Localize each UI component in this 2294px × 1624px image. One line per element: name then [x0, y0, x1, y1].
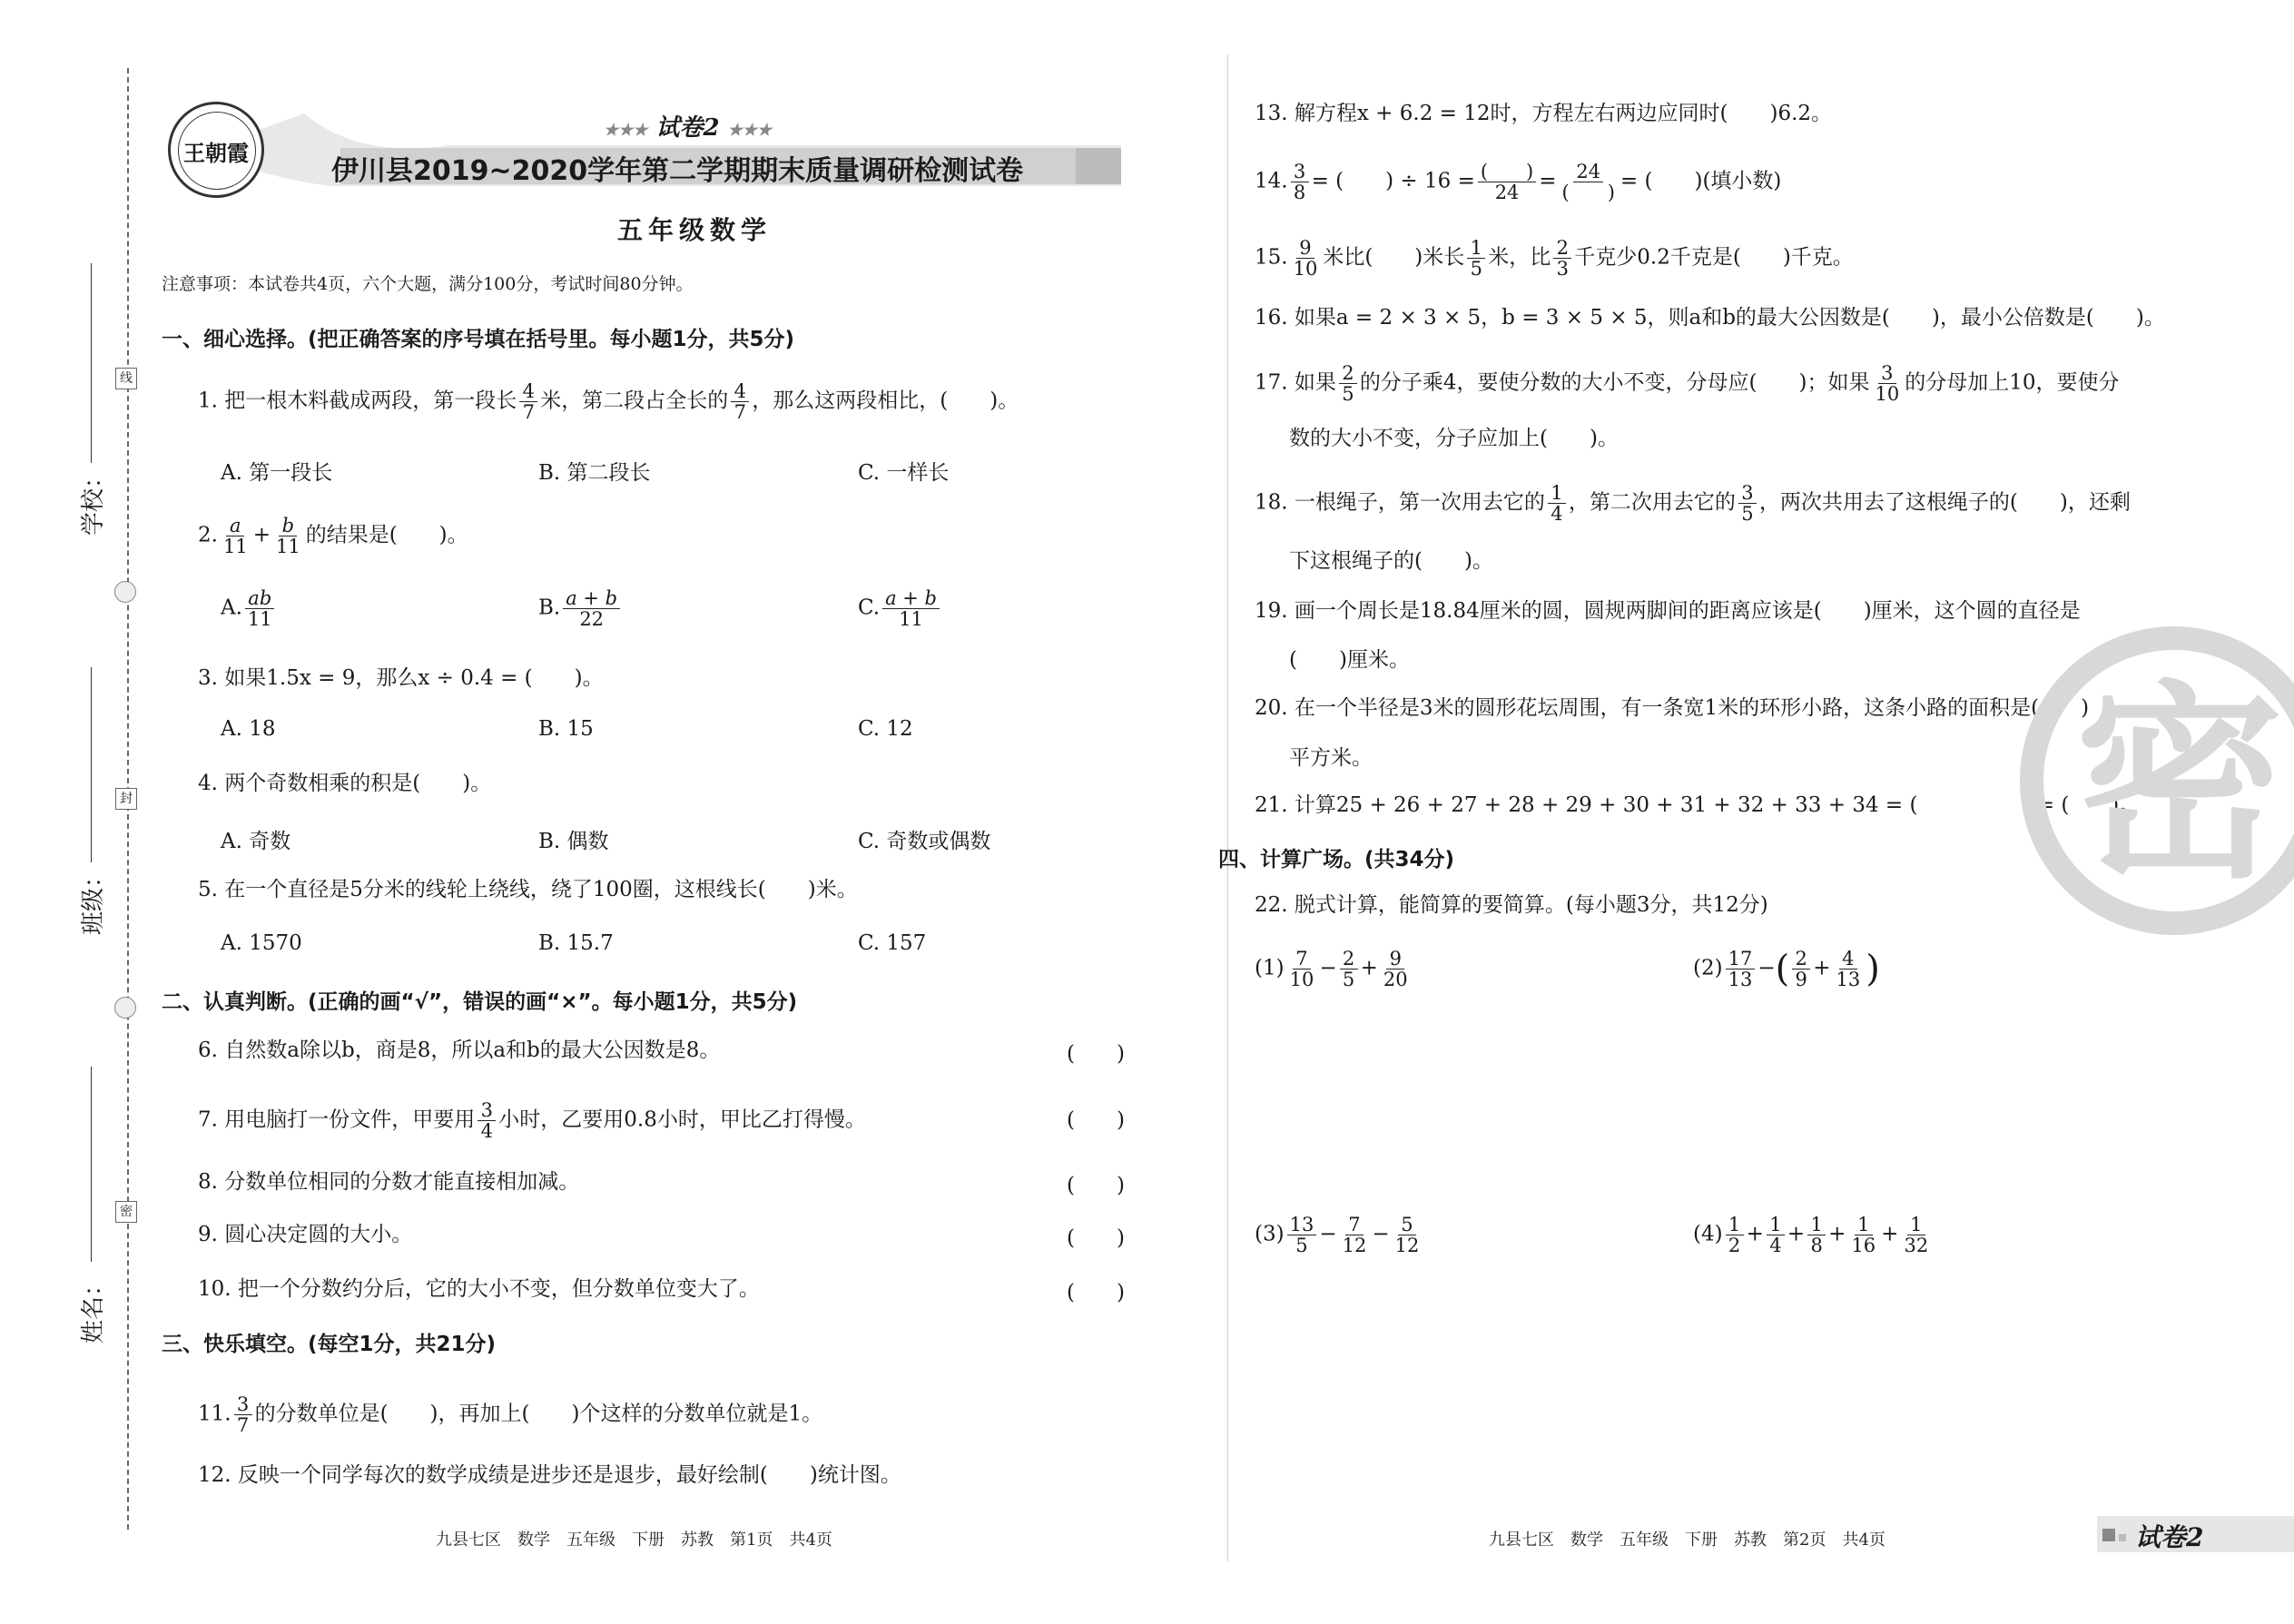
- q2-option-b[interactable]: B. $\frac{a + b}{22}$: [538, 588, 623, 629]
- q5-option-c[interactable]: C. 157: [858, 931, 927, 955]
- question-4: 4. 两个奇数相乘的积是( )。: [198, 772, 492, 795]
- question-16: 16. 如果a = 2 × 3 × 5，b = 3 × 5 × 5，则a和b的最大公因数是( )，最小公倍数是( )。: [1255, 306, 2165, 330]
- question-19-line2: ( )厘米。: [1289, 648, 1410, 672]
- star-icon: ★★★: [727, 121, 773, 140]
- question-17: 17. 如果 $\frac{2}{5}$ 的分子乘4，要使分数的大小不变，分母应( )；如果 $\frac{3}{10}$ 的分母加上10，要使分: [1255, 362, 2120, 405]
- q1-option-c[interactable]: C. 一样长: [858, 461, 950, 485]
- question-22: 22. 脱式计算，能简算的要简算。(每小题3分，共12分): [1255, 893, 1768, 917]
- answer-paren-9[interactable]: ( ): [1067, 1226, 1125, 1250]
- question-20-line2: 平方米。: [1289, 746, 1373, 770]
- class-label: 班级：: [80, 863, 107, 935]
- question-18-line2: 下这根绳子的( )。: [1289, 549, 1493, 573]
- question-5: 5. 在一个直径是5分米的线轮上绕线，绕了100圈，这根线长( )米。: [198, 878, 858, 901]
- answer-paren-8[interactable]: ( ): [1067, 1174, 1125, 1197]
- question-14: 14. $\frac{3}{8}$ = ( ) ÷ 16 = $\frac{( )}{24}$ = $\frac{24}{( )}$ = ( )(填小数): [1255, 161, 1782, 203]
- binding-hole-icon: [114, 581, 136, 603]
- question-18: 18. 一根绳子，第一次用去它的 $\frac{1}{4}$ ，第二次用去它的 $\frac{3}{5}$ ，两次共用去了这根绳子的( )，还剩: [1255, 482, 2131, 525]
- watermark-seal: 密: [2020, 626, 2294, 935]
- question-1: 1. 把一根木料截成两段，第一段长 $\frac{4}{7}$ 米，第二段占全长的 $\frac{4}{7}$ ，那么这两段相比，( )。: [198, 380, 1019, 423]
- answer-paren-7[interactable]: ( ): [1067, 1108, 1125, 1132]
- name-underline: [91, 1067, 92, 1262]
- section-4-heading: 四、计算广场。(共34分): [1218, 848, 1455, 871]
- star-icon: ★★★: [604, 121, 648, 140]
- question-11: 11. $\frac{3}{7}$ 的分数单位是( )，再加上( )个这样的分数单位就是1。: [198, 1393, 823, 1436]
- q1-option-b[interactable]: B. 第二段长: [538, 461, 651, 485]
- logo: 王朝霞: [168, 102, 264, 198]
- school-label: 学校：: [80, 464, 107, 536]
- page-divider: [1227, 54, 1228, 1561]
- q3-option-b[interactable]: B. 15: [538, 717, 594, 741]
- section-3-heading: 三、快乐填空。(每空1分，共21分): [162, 1333, 497, 1356]
- notice-text: 注意事项：本试卷共4页，六个大题，满分100分，考试时间80分钟。: [162, 274, 694, 294]
- calc-problem-1: (1) $\frac{7}{10}$ − $\frac{2}{5}$ + $\frac{9}{20}$: [1255, 948, 1408, 990]
- question-3: 3. 如果1.5x = 9，那么x ÷ 0.4 = ( )。: [198, 666, 604, 690]
- question-9: 9. 圆心决定圆的大小。: [198, 1223, 413, 1246]
- question-7: 7. 用电脑打一份文件，甲要用 $\frac{3}{4}$ 小时，乙要用0.8小时，甲比乙打得慢。: [198, 1099, 866, 1142]
- name-label: 姓名：: [80, 1272, 107, 1343]
- subject-title: 五年级数学: [617, 215, 773, 245]
- calc-problem-4: (4) $\frac{1}{2}$ + $\frac{1}{4}$ + $\frac{1}{8}$ + $\frac{1}{16}$ + $\frac{1}{32}$: [1693, 1214, 1929, 1256]
- answer-paren-10[interactable]: ( ): [1067, 1281, 1125, 1304]
- answer-paren-6[interactable]: ( ): [1067, 1042, 1125, 1066]
- question-8: 8. 分数单位相同的分数才能直接相加减。: [198, 1170, 580, 1194]
- question-21: 21. 计算25 + 26 + 27 + 28 + 29 + 30 + 31 + 32 + 33 + 34 = ( ) = ( )。: [1255, 793, 2141, 817]
- q5-option-b[interactable]: B. 15.7: [538, 931, 614, 955]
- seal-mark-secret: 密: [115, 1201, 137, 1223]
- question-17-line2: 数的大小不变，分子应加上( )。: [1289, 427, 1619, 450]
- q3-option-a[interactable]: A. 18: [221, 717, 276, 741]
- calc-problem-3: (3) $\frac{13}{5}$ − $\frac{7}{12}$ − $\frac{5}{12}$: [1255, 1214, 1420, 1256]
- q4-option-a[interactable]: A. 奇数: [221, 830, 291, 853]
- question-15: 15. $\frac{9}{10}$ 米比( )米长 $\frac{1}{5}$ 米，比 $\frac{2}{3}$ 千克少0.2千克是( )千克。: [1255, 237, 1854, 280]
- question-13: 13. 解方程x + 6.2 = 12时，方程左右两边应同时( )6.2。: [1255, 102, 1833, 125]
- question-10: 10. 把一个分数约分后，它的大小不变，但分数单位变大了。: [198, 1277, 760, 1301]
- q2-option-a[interactable]: A. $\frac{ab}{11}$: [221, 588, 278, 629]
- school-underline: [91, 263, 92, 463]
- seal-mark-seal: 封: [115, 788, 137, 810]
- stars-badge: ★★★ 试卷2 ★★★: [604, 114, 773, 142]
- q1-option-a[interactable]: A. 第一段长: [221, 461, 333, 485]
- footer-badge: 试卷2: [2097, 1516, 2294, 1552]
- binding-hole-icon: [114, 997, 136, 1019]
- footer-page-1: 九县七区 数学 五年级 下册 苏教 第1页 共4页: [436, 1530, 832, 1550]
- q5-option-a[interactable]: A. 1570: [221, 931, 302, 955]
- question-6: 6. 自然数a除以b，商是8，所以a和b的最大公因数是8。: [198, 1038, 721, 1062]
- exam-title: 伊川县2019~2020学年第二学期期末质量调研检测试卷: [331, 155, 1024, 187]
- footer-page-2: 九县七区 数学 五年级 下册 苏教 第2页 共4页: [1489, 1530, 1885, 1550]
- calc-problem-2: (2) $\frac{17}{13}$ −( $\frac{2}{9}$ + $\frac{4}{13}$ ): [1693, 948, 1880, 990]
- q4-option-b[interactable]: B. 偶数: [538, 830, 609, 853]
- class-underline: [91, 667, 92, 862]
- seal-mark-line: 线: [115, 368, 137, 389]
- question-2: 2. $\frac{a}{11}$ + $\frac{b}{11}$ 的结果是( )。: [198, 515, 468, 557]
- question-19: 19. 画一个周长是18.84厘米的圆，圆规两脚间的距离应该是( )厘米，这个圆的直径是: [1255, 599, 2081, 623]
- q4-option-c[interactable]: C. 奇数或偶数: [858, 830, 991, 853]
- q3-option-c[interactable]: C. 12: [858, 717, 913, 741]
- section-2-heading: 二、认真判断。(正确的画“√”，错误的画“×”。每小题1分，共5分): [162, 990, 798, 1014]
- question-20: 20. 在一个半径是3米的圆形花坛周围，有一条宽1米的环形小路，这条小路的面积是( ): [1255, 696, 2090, 720]
- q2-option-c[interactable]: C. $\frac{a + b}{11}$: [858, 588, 942, 629]
- section-1-heading: 一、细心选择。(把正确答案的序号填在括号里。每小题1分，共5分): [162, 328, 795, 351]
- question-12: 12. 反映一个同学每次的数学成绩是进步还是退步，最好绘制( )统计图。: [198, 1463, 901, 1487]
